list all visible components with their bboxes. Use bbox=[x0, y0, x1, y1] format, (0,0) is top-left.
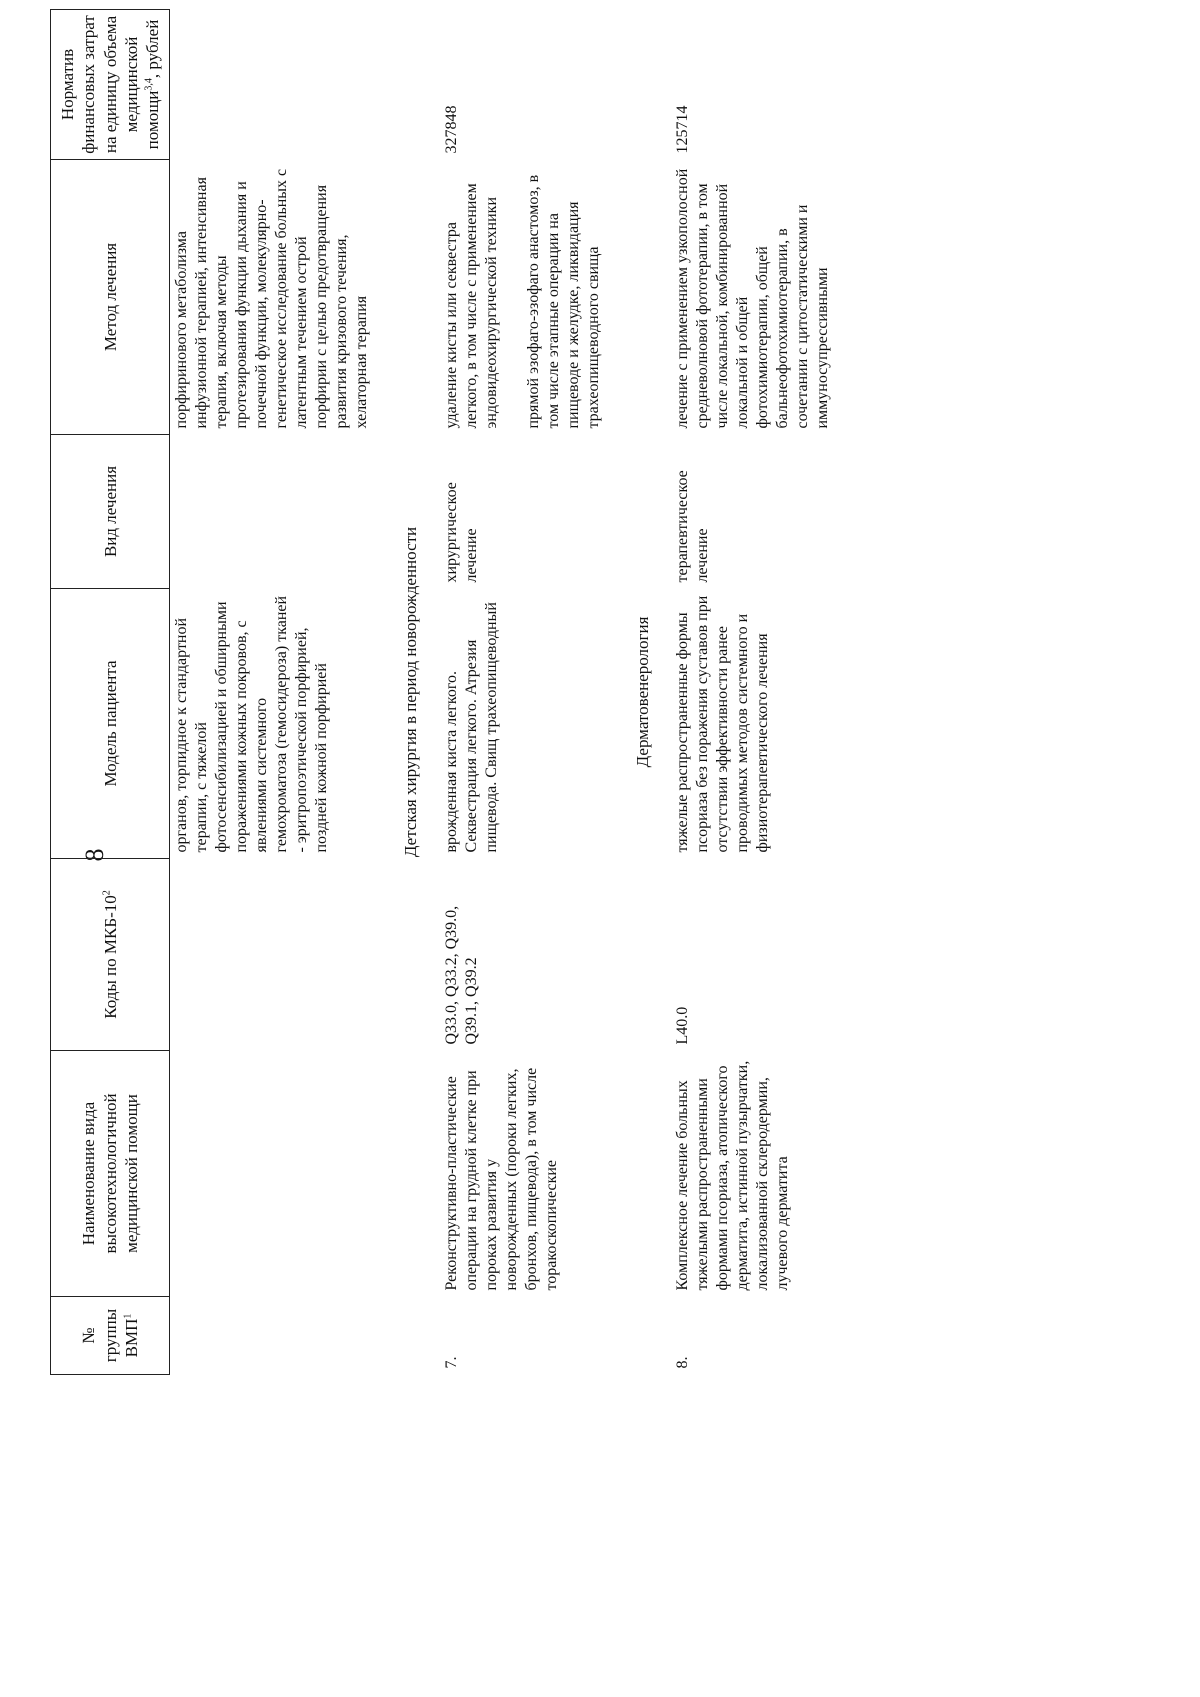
icd-codes: Q33.0, Q33.2, Q39.0, Q39.1, Q39.2 bbox=[442, 905, 480, 1045]
vmp-table bbox=[50, 9, 847, 1375]
section-heading-pediatric-surgery bbox=[386, 10, 439, 1375]
patient-model: тяжелые распространенные формы псориаза без поражения суставов при отсутствии эффективности ранее проводимых методов системного и физиотерапевтического лечения bbox=[673, 595, 771, 853]
treatment-method: лечение с применением узкополосной средневолновой фототерапии, в том числе локальной, комбинированной локальной и общей фотохимиотерапии, общей бальнеофотохимиотерапии, в сочетании с цитостатическими и иммуносупрессивными bbox=[673, 168, 831, 429]
group-number: 8. bbox=[673, 1356, 691, 1369]
icd-codes: L40.0 bbox=[673, 1006, 691, 1045]
group-number: 7. bbox=[442, 1356, 460, 1369]
table-row-group-7 bbox=[440, 10, 618, 1375]
page-number: 8 bbox=[80, 848, 109, 862]
treatment-method-item: удаление кисты или секвестра легкого, в том числе с применением эндовидеохирургической техники bbox=[442, 183, 500, 429]
treatment-method-item: прямой эзофаго-эзофаго анастомоз, в том числе этапные операции на пищеводе и желудке, ликвидация трахеопищеводного свища bbox=[524, 174, 602, 429]
section-title: Детская хирургия в период новорожденности bbox=[401, 526, 421, 858]
continuation-patient-model: органов, торпидное к стандартной терапии, с тяжелой фотосенсибилизацией и обширными поражениями кожных покровов, с явлениями системного гемохроматоза (гемосидероза) тканей - эритропоэтической порфирией, поздней кожной порфирией bbox=[173, 595, 331, 853]
header-group-number: № группы ВМП$^1$ bbox=[51, 1297, 170, 1375]
treatment-type: хирургическое лечение bbox=[442, 482, 480, 583]
care-name: Реконструктивно-пластические операции на грудной клетке при пороках развития у новорожденных (пороки легких, бронхов, пищевода), в том числе торакоскопические bbox=[442, 1067, 560, 1291]
cost-norm: 125714 bbox=[673, 105, 691, 154]
header-icd-codes: Коды по МКБ-$10^2$ bbox=[51, 859, 170, 1051]
treatment-method bbox=[440, 160, 618, 435]
section-title: Дерматовенерология bbox=[632, 616, 652, 768]
continuation-treatment-method: порфиринового метаболизма инфузионной терапией, интенсивная терапия, включая методы протезирования функции дыхания и почечной функции, молекулярно-генетическое исследование больных с латентным течением острой порфирии с целью предотвращения развития кризового течения, хелаторная терапия bbox=[173, 168, 371, 429]
header-care-name: Наименование вида высокотехнологичной медицинской помощи bbox=[51, 1051, 170, 1297]
header-cost-norm: Норматив финансовых затрат на единицу объема медицинской помощи$^{3,4}$, рублей bbox=[51, 10, 170, 160]
table-header-row bbox=[51, 10, 170, 1375]
treatment-type: терапевтическое лечение bbox=[673, 470, 711, 583]
table-row-continuation bbox=[170, 10, 387, 1375]
patient-model: врожденная киста легкого. Секвестрация легкого. Атрезия пищевода. Свищ трахеопищеводный bbox=[442, 602, 500, 853]
section-heading-dermatovenereology bbox=[618, 10, 671, 1375]
header-patient-model: Модель пациента bbox=[51, 589, 170, 859]
care-name: Комплексное лечение больных тяжелыми распространенными формами псориаза, атопического дерматита, истинной пузырчатки, локализованной склеродермии, лучевого дерматита bbox=[673, 1060, 791, 1291]
header-treatment-method: Метод лечения bbox=[51, 160, 170, 435]
header-treatment-type: Вид лечения bbox=[51, 435, 170, 589]
cost-norm: 327848 bbox=[442, 105, 460, 154]
table-row-group-8 bbox=[671, 10, 847, 1375]
